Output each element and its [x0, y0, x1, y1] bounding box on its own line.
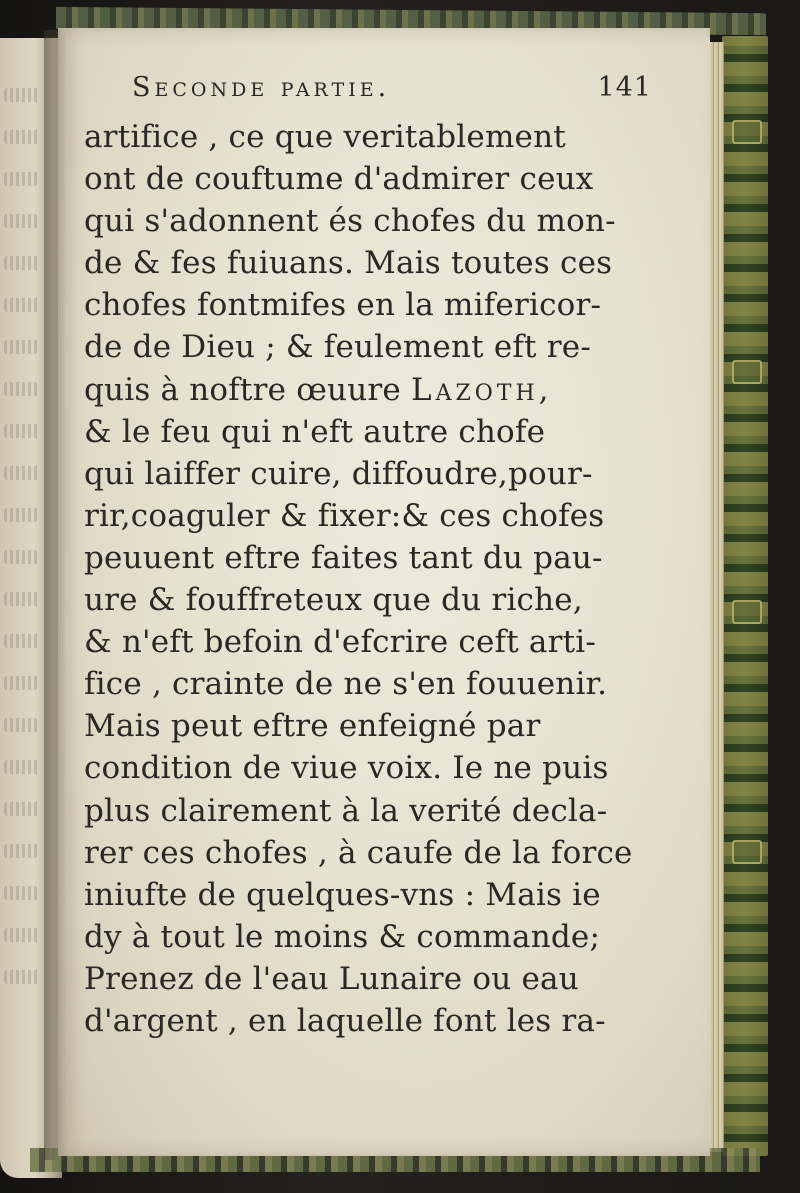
show-through-text: [4, 634, 40, 648]
show-through-text: [4, 130, 40, 144]
lazoth-word: Lazoth,: [411, 371, 553, 408]
page-text: [84, 72, 664, 1042]
text-line: d'argent , en laquelle font les ra-: [84, 1002, 606, 1039]
text-line: rir,coaguler & fixer:& ces chofes: [84, 497, 605, 534]
show-through-text: [4, 550, 40, 564]
show-through-text: [4, 214, 40, 228]
text-line: peuuent eftre faites tant du pau-: [84, 539, 603, 576]
show-through-text: [4, 88, 40, 102]
show-through-text: [4, 424, 40, 438]
text-line: [84, 369, 664, 411]
text-line: de de Dieu ; & feulement eft re-: [84, 329, 592, 366]
show-through-text: [4, 928, 40, 942]
book-binding: [722, 36, 768, 1156]
text-line: & le feu qui n'eft autre chofe: [84, 413, 546, 450]
show-through-text: [4, 466, 40, 480]
show-through-text: [4, 172, 40, 186]
text-line: iniufte de quelques-vns : Mais ie: [84, 876, 601, 913]
show-through-text: [4, 970, 40, 984]
text-line: plus clairement à la verité decla-: [84, 792, 608, 829]
running-title: Seconde partie.: [132, 72, 391, 103]
text-line: Mais peut eftre enfeigné par: [84, 708, 541, 745]
show-through-text: [4, 382, 40, 396]
binding-ornament: [732, 120, 762, 144]
text-line-part: quis à noftre œuure: [84, 371, 412, 408]
text-line: qui s'adonnent és chofes du mon-: [84, 203, 616, 240]
gutter-shadow: [44, 30, 66, 1160]
show-through-text: [4, 298, 40, 312]
show-through-text: [4, 718, 40, 732]
show-through-text: [4, 256, 40, 270]
text-line: & n'eft befoin d'efcrire ceft arti-: [84, 624, 597, 661]
show-through-text: [4, 886, 40, 900]
text-line: fice , crainte de ne s'en fouuenir.: [84, 666, 608, 703]
show-through-text: [4, 340, 40, 354]
show-through-text: [4, 844, 40, 858]
text-line: Prenez de l'eau Lunaire ou eau: [84, 960, 579, 997]
text-line: artifice , ce que veritablement: [84, 119, 566, 155]
text-line: ont de couftume d'admirer ceux: [84, 161, 594, 198]
show-through-text: [4, 676, 40, 690]
text-line: condition de viue voix. Ie ne puis: [84, 750, 609, 787]
binding-ornament: [732, 360, 762, 384]
text-line: chofes fontmifes en la mifericor-: [84, 287, 602, 324]
text-line: rer ces chofes , à caufe de la force: [84, 834, 633, 871]
text-line: de & fes fuiuans. Mais toutes ces: [84, 245, 613, 282]
binding-ornament: [732, 600, 762, 624]
text-line: qui laiffer cuire, diffoudre,pour-: [84, 455, 593, 492]
page-number: 141: [597, 72, 652, 103]
show-through-text: [4, 760, 40, 774]
show-through-text: [4, 802, 40, 816]
running-header: [84, 72, 664, 116]
text-line: ure & fouffreteux que du riche,: [84, 582, 583, 619]
show-through-text: [4, 508, 40, 522]
binding-ornament: [732, 840, 762, 864]
show-through-text: [4, 592, 40, 606]
text-line: dy à tout le moins & commande;: [84, 918, 601, 955]
